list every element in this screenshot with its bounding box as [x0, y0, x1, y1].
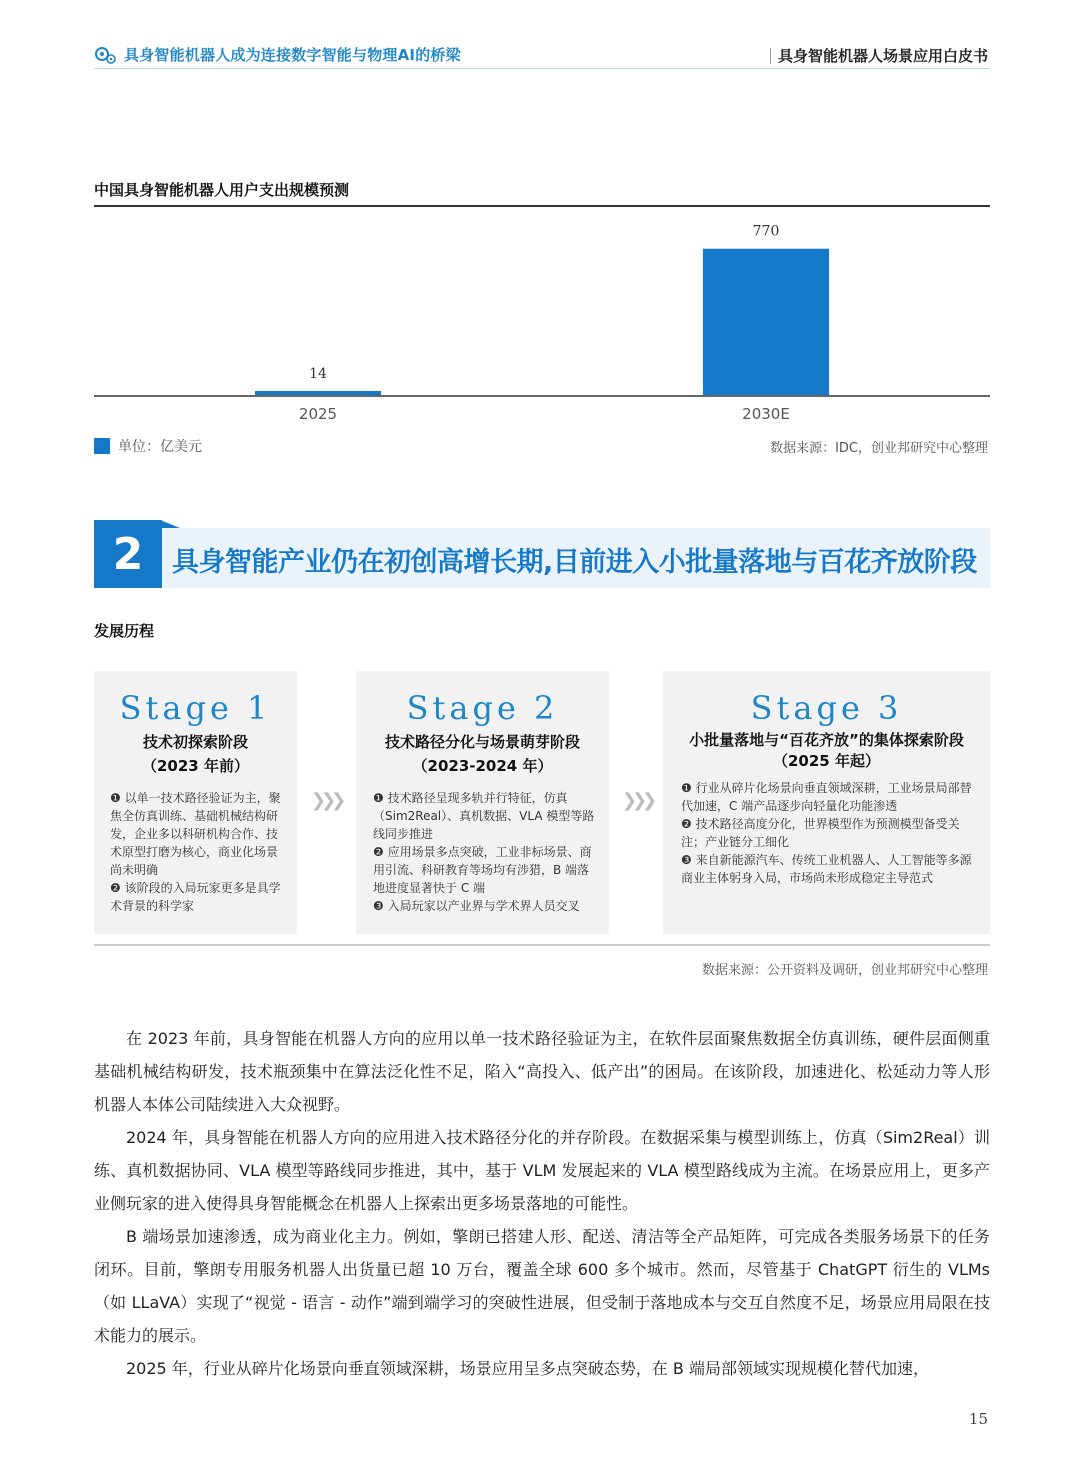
section-title: 具身智能产业仍在初创高增长期,目前进入小批量落地与百花齐放阶段 [172, 547, 977, 578]
stage-heading-line1: 小批量落地与“百花齐放”的集体探索阶段 [689, 731, 964, 749]
body-text [94, 1022, 990, 1385]
stage-label: Stage 3 [750, 689, 903, 727]
stage-heading [679, 731, 974, 771]
legend-swatch [94, 438, 110, 454]
paragraph: 2024 年，具身智能在机器人方向的应用进入技术路径分化的并存阶段。在数据采集与模型训练上，仿真（Sim2Real）训练、真机数据协同、VLA 模型等路线同步推进，其中，基于 VLM 发展起来的 VLA 模型路线成为主流。在场景应用上，更多产业侧玩家的进入使得具身智能概念在机器人上探索出更多场景落地的可能性。 [94, 1128, 990, 1213]
stage-heading-line2: （2025 年起） [773, 752, 880, 770]
subsection-title: 发展历程 [94, 622, 155, 640]
paragraph: 2025 年，行业从碎片化场景向垂直领域深耕，场景应用呈多点突破态势，在 B 端局部领域实现规模化替代加速， [126, 1359, 929, 1378]
stage-card-3 [663, 671, 990, 934]
stage-arrow-icon: ❯❯❯ [311, 790, 342, 811]
stage-arrow-icon: ❯❯❯ [622, 790, 653, 811]
header-right [770, 45, 988, 66]
bar-chart [94, 207, 990, 427]
legend-label: 单位：亿美元 [118, 439, 202, 455]
chart-source: 数据来源：IDC，创业邦研究中心整理 [770, 441, 988, 456]
x-tick-label-2025: 2025 [298, 405, 338, 423]
stage-heading-line1: 技术路径分化与场景萌芽阶段 [384, 733, 580, 751]
stage-point: ❶ 行业从碎片化场景向垂直领域深耕，工业场景局部替代加速，C 端产品逐步向轻量化功能渗透 [681, 781, 972, 813]
stage-card-2 [356, 671, 609, 934]
header-separator [770, 48, 771, 64]
section-banner-triangle [160, 520, 180, 528]
stage-card-1 [94, 671, 297, 934]
stage-bottom-rule [94, 944, 990, 946]
data-label-2030E: 770 [752, 223, 780, 240]
x-tick-label-2030E: 2030E [742, 405, 790, 423]
stage-heading-line2: （2023 年前） [142, 757, 249, 775]
stage-points [681, 779, 974, 887]
bar-2025 [255, 391, 381, 395]
stage-heading [94, 731, 297, 777]
stage-heading-line2: （2023-2024 年） [412, 757, 553, 775]
stage-point: ❶ 技术路径呈现多轨并行特征，仿真（Sim2Real）、真机数据、VLA 模型等路线同步推进 [373, 791, 595, 841]
stage-point: ❷ 该阶段的入局玩家更多是具学术背景的科学家 [110, 881, 281, 913]
data-label-2025: 14 [309, 366, 327, 382]
gears-icon [94, 46, 116, 64]
chart-legend [94, 436, 202, 456]
stage-point: ❷ 应用场景多点突破，工业非标场景、商用引流、科研教育等场均有涉猎，B 端落地进度显著快于 C 端 [373, 845, 592, 895]
stage-source: 数据来源：公开资料及调研，创业邦研究中心整理 [701, 963, 988, 978]
stage-label: Stage 2 [406, 689, 559, 727]
stage-label: Stage 1 [119, 689, 272, 727]
header-left [94, 44, 461, 65]
header-left-title: 具身智能机器人成为连接数字智能与物理AI的桥梁 [124, 46, 461, 64]
page-number: 15 [968, 1410, 988, 1428]
stage-points [373, 789, 595, 915]
stage-point: ❸ 来自新能源汽车、传统工业机器人、人工智能等多源商业主体躬身入局，市场尚未形成稳定主导范式 [681, 853, 972, 885]
paragraph: 在 2023 年前，具身智能在机器人方向的应用以单一技术路径验证为主，在软件层面聚焦数据全仿真训练，硬件层面侧重基础机械结构研发，技术瓶颈集中在算法泛化性不足，陷入“高投入、低产出”的困局。在该阶段，加速进化、松延动力等人形机器人本体公司陆续进入大众视野。 [94, 1029, 990, 1114]
stage-points [110, 789, 283, 915]
chart-title: 中国具身智能机器人用户支出规模预测 [94, 181, 350, 199]
bar-2030E [703, 249, 829, 395]
header-right-title: 具身智能机器人场景应用白皮书 [777, 47, 988, 65]
stage-heading [356, 731, 609, 777]
stage-point: ❶ 以单一技术路径验证为主，聚焦全仿真训练、基础机械结构研发，企业多以科研机构合作、技术原型打磨为核心，商业化场景尚未明确 [110, 791, 281, 877]
section-number: 2 [94, 520, 162, 588]
header-rule [94, 68, 990, 69]
stage-point: ❸ 入局玩家以产业界与学术界人员交叉 [373, 899, 580, 913]
stage-heading-line1: 技术初探索阶段 [142, 733, 248, 751]
stage-point: ❷ 技术路径高度分化，世界模型作为预测模型备受关注；产业链分工细化 [681, 817, 960, 849]
paragraph: B 端场景加速渗透，成为商业化主力。例如，擎朗已搭建人形、配送、清洁等全产品矩阵，可完成各类服务场景下的任务闭环。目前，擎朗专用服务机器人出货量已超 10 万台，覆盖全球 600 多个城市。然而，尽管基于 ChatGPT 衍生的 VLMs（如 LLaVA）实现了“视觉 - 语言 - 动作”端到端学习的突破性进展，但受制于落地成本与交互自然度不足，场景应用局限在技术能力的展示。 [94, 1227, 990, 1345]
